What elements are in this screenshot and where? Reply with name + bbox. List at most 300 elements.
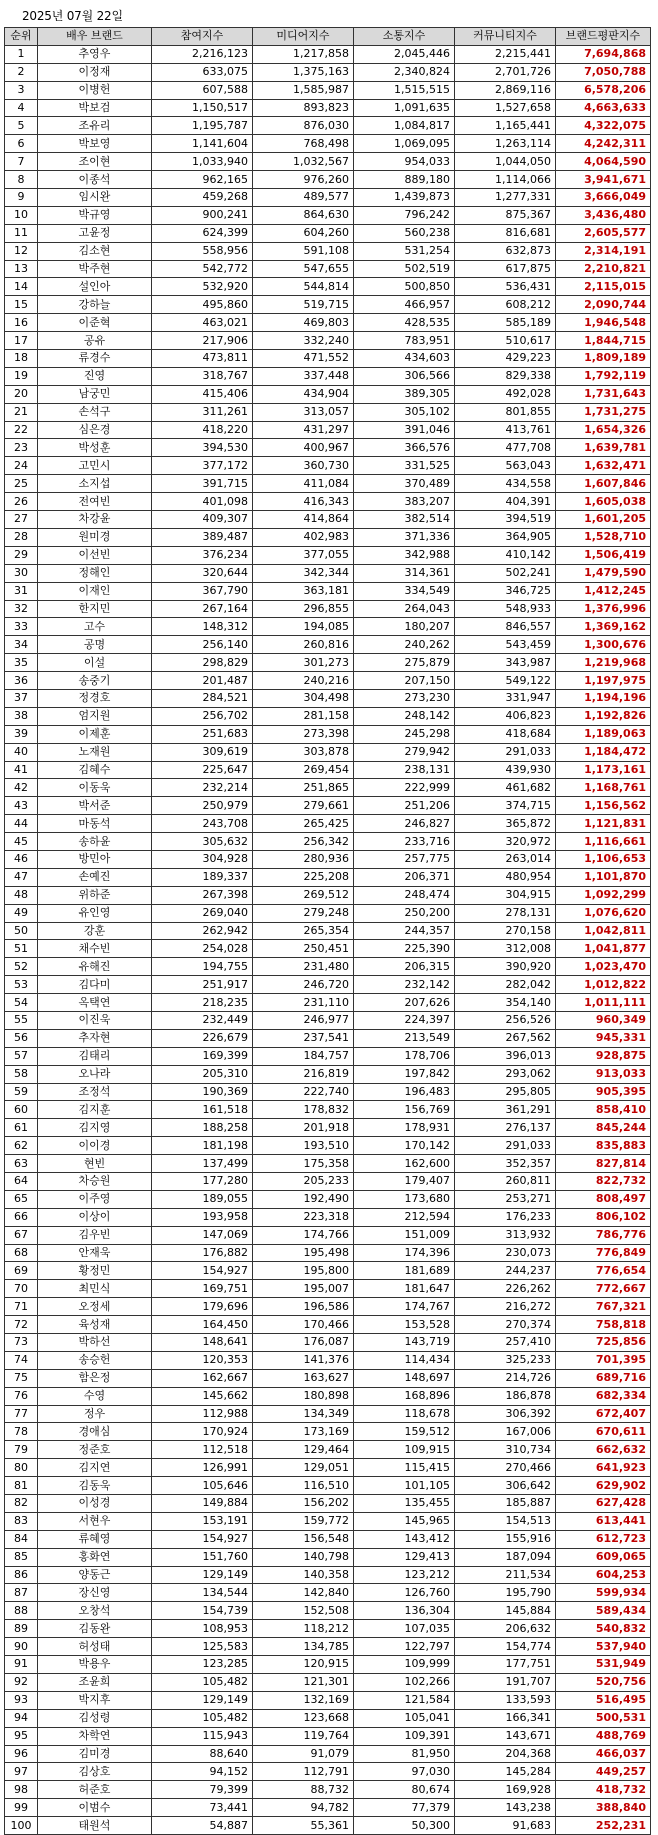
brand-reputation-index-cell: 767,321 [556,1298,651,1316]
table-row [5,976,651,994]
participation-index-cell: 154,927 [152,1262,253,1280]
brand-reputation-index-cell: 662,632 [556,1441,651,1459]
table-row [5,743,651,761]
media-index-cell: 591,108 [253,242,354,260]
media-index-cell: 193,510 [253,1137,354,1155]
table-row [5,725,651,743]
table-row [5,1244,651,1262]
community-index-cell: 406,823 [455,707,556,725]
media-index-cell: 175,358 [253,1155,354,1173]
participation-index-cell: 205,310 [152,1065,253,1083]
media-index-cell: 469,803 [253,314,354,332]
actor-name-cell: 남궁민 [38,385,152,403]
communication-index-cell: 306,566 [354,367,455,385]
communication-index-cell: 162,600 [354,1155,455,1173]
media-index-cell: 360,730 [253,457,354,475]
actor-name-cell: 옥택연 [38,994,152,1012]
table-row [5,475,651,493]
participation-index-cell: 137,499 [152,1155,253,1173]
rank-cell: 14 [5,278,38,296]
community-index-cell: 186,878 [455,1387,556,1405]
table-row [5,1763,651,1781]
media-index-cell: 768,498 [253,135,354,153]
communication-index-cell: 109,999 [354,1656,455,1674]
communication-index-cell: 889,180 [354,171,455,189]
communication-index-cell: 213,549 [354,1029,455,1047]
rank-cell: 42 [5,779,38,797]
brand-reputation-index-cell: 1,369,162 [556,618,651,636]
brand-reputation-index-cell: 599,934 [556,1584,651,1602]
media-index-cell: 1,375,163 [253,63,354,81]
table-row [5,1351,651,1369]
participation-index-cell: 320,644 [152,564,253,582]
media-index-cell: 142,840 [253,1584,354,1602]
brand-reputation-index-cell: 701,395 [556,1351,651,1369]
brand-reputation-index-cell: 2,090,744 [556,296,651,314]
communication-index-cell: 196,483 [354,1083,455,1101]
rank-cell: 51 [5,940,38,958]
participation-index-cell: 148,641 [152,1334,253,1352]
table-row [5,546,651,564]
media-index-cell: 163,627 [253,1369,354,1387]
communication-index-cell: 954,033 [354,153,455,171]
actor-name-cell: 함은정 [38,1369,152,1387]
actor-name-cell: 유인영 [38,904,152,922]
media-index-cell: 116,510 [253,1477,354,1495]
actor-name-cell: 방민아 [38,850,152,868]
media-index-cell: 152,508 [253,1602,354,1620]
community-index-cell: 304,915 [455,886,556,904]
community-index-cell: 291,033 [455,1137,556,1155]
actor-name-cell: 김상호 [38,1763,152,1781]
header-communication-index: 소통지수 [354,28,455,46]
rank-cell: 50 [5,922,38,940]
table-row [5,815,651,833]
community-index-cell: 260,811 [455,1173,556,1191]
actor-name-cell: 조정석 [38,1083,152,1101]
rank-cell: 11 [5,224,38,242]
media-index-cell: 604,260 [253,224,354,242]
table-row [5,1155,651,1173]
community-index-cell: 461,682 [455,779,556,797]
community-index-cell: 313,932 [455,1226,556,1244]
communication-index-cell: 156,769 [354,1101,455,1119]
table-row [5,922,651,940]
table-row [5,63,651,81]
community-index-cell: 354,140 [455,994,556,1012]
brand-reputation-index-cell: 1,106,653 [556,850,651,868]
rank-cell: 8 [5,171,38,189]
table-row [5,1226,651,1244]
media-index-cell: 489,577 [253,189,354,207]
participation-index-cell: 1,033,940 [152,153,253,171]
media-index-cell: 173,169 [253,1423,354,1441]
actor-name-cell: 심은경 [38,421,152,439]
community-index-cell: 816,681 [455,224,556,242]
community-index-cell: 477,708 [455,439,556,457]
media-index-cell: 195,498 [253,1244,354,1262]
report-date: 2025년 07월 22일 [22,9,123,23]
rank-cell: 95 [5,1727,38,1745]
participation-index-cell: 112,988 [152,1405,253,1423]
brand-reputation-index-cell: 827,814 [556,1155,651,1173]
participation-index-cell: 473,811 [152,350,253,368]
table-row [5,833,651,851]
actor-name-cell: 이동욱 [38,779,152,797]
communication-index-cell: 246,827 [354,815,455,833]
media-index-cell: 402,983 [253,528,354,546]
brand-reputation-index-cell: 609,065 [556,1548,651,1566]
rank-cell: 92 [5,1673,38,1691]
community-index-cell: 346,725 [455,582,556,600]
participation-index-cell: 532,920 [152,278,253,296]
media-index-cell: 250,451 [253,940,354,958]
media-index-cell: 129,051 [253,1459,354,1477]
media-index-cell: 194,085 [253,618,354,636]
rank-cell: 84 [5,1530,38,1548]
media-index-cell: 119,764 [253,1727,354,1745]
community-index-cell: 510,617 [455,332,556,350]
community-index-cell: 1,277,331 [455,189,556,207]
brand-reputation-index-cell: 627,428 [556,1495,651,1513]
communication-index-cell: 391,046 [354,421,455,439]
rank-cell: 21 [5,403,38,421]
rank-cell: 73 [5,1334,38,1352]
rank-cell: 100 [5,1817,38,1835]
brand-reputation-index-cell: 6,578,206 [556,81,651,99]
media-index-cell: 279,248 [253,904,354,922]
community-index-cell: 295,805 [455,1083,556,1101]
participation-index-cell: 170,924 [152,1423,253,1441]
communication-index-cell: 123,212 [354,1566,455,1584]
media-index-cell: 544,814 [253,278,354,296]
communication-index-cell: 109,391 [354,1727,455,1745]
communication-index-cell: 383,207 [354,493,455,511]
actor-name-cell: 강훈 [38,922,152,940]
rank-cell: 4 [5,99,38,117]
rank-cell: 74 [5,1351,38,1369]
brand-reputation-index-cell: 604,253 [556,1566,651,1584]
participation-index-cell: 607,588 [152,81,253,99]
rank-cell: 59 [5,1083,38,1101]
brand-reputation-index-cell: 945,331 [556,1029,651,1047]
rank-cell: 26 [5,493,38,511]
community-index-cell: 325,233 [455,1351,556,1369]
actor-name-cell: 이이경 [38,1137,152,1155]
rank-cell: 78 [5,1423,38,1441]
media-index-cell: 273,398 [253,725,354,743]
media-index-cell: 304,498 [253,689,354,707]
table-row [5,1745,651,1763]
actor-name-cell: 고민시 [38,457,152,475]
rank-cell: 65 [5,1190,38,1208]
table-row [5,1799,651,1817]
participation-index-cell: 129,149 [152,1566,253,1584]
community-index-cell: 361,291 [455,1101,556,1119]
brand-reputation-index-cell: 776,654 [556,1262,651,1280]
brand-reputation-index-cell: 1,639,781 [556,439,651,457]
participation-index-cell: 558,956 [152,242,253,260]
actor-name-cell: 노재원 [38,743,152,761]
actor-name-cell: 이진욱 [38,1011,152,1029]
communication-index-cell: 114,434 [354,1351,455,1369]
community-index-cell: 1,114,066 [455,171,556,189]
table-row [5,332,651,350]
communication-index-cell: 180,207 [354,618,455,636]
table-row [5,1602,651,1620]
brand-reputation-index-cell: 806,102 [556,1208,651,1226]
table-row [5,1817,651,1835]
media-index-cell: 156,548 [253,1530,354,1548]
rank-cell: 66 [5,1208,38,1226]
participation-index-cell: 145,662 [152,1387,253,1405]
actor-name-cell: 양동근 [38,1566,152,1584]
actor-name-cell: 유해진 [38,958,152,976]
participation-index-cell: 1,141,604 [152,135,253,153]
actor-name-cell: 황정민 [38,1262,152,1280]
communication-index-cell: 245,298 [354,725,455,743]
communication-index-cell: 118,678 [354,1405,455,1423]
community-index-cell: 270,158 [455,922,556,940]
rank-cell: 40 [5,743,38,761]
brand-reputation-index-cell: 1,192,826 [556,707,651,725]
communication-index-cell: 207,150 [354,672,455,690]
rank-cell: 29 [5,546,38,564]
participation-index-cell: 94,152 [152,1763,253,1781]
media-index-cell: 223,318 [253,1208,354,1226]
community-index-cell: 185,887 [455,1495,556,1513]
rank-cell: 28 [5,528,38,546]
actor-name-cell: 육성재 [38,1316,152,1334]
rank-cell: 6 [5,135,38,153]
media-index-cell: 141,376 [253,1351,354,1369]
table-row [5,439,651,457]
brand-reputation-index-cell: 418,732 [556,1781,651,1799]
brand-reputation-index-cell: 589,434 [556,1602,651,1620]
community-index-cell: 143,671 [455,1727,556,1745]
communication-index-cell: 783,951 [354,332,455,350]
media-index-cell: 296,855 [253,600,354,618]
actor-name-cell: 송중기 [38,672,152,690]
community-index-cell: 169,928 [455,1781,556,1799]
brand-reputation-index-cell: 1,792,119 [556,367,651,385]
rank-cell: 5 [5,117,38,135]
communication-index-cell: 371,336 [354,528,455,546]
table-row [5,636,651,654]
actor-name-cell: 조윤희 [38,1673,152,1691]
brand-reputation-index-cell: 1,601,205 [556,511,651,529]
community-index-cell: 502,241 [455,564,556,582]
table-row [5,1566,651,1584]
actor-name-cell: 허성태 [38,1638,152,1656]
communication-index-cell: 264,043 [354,600,455,618]
brand-reputation-index-cell: 4,322,075 [556,117,651,135]
communication-index-cell: 170,142 [354,1137,455,1155]
community-index-cell: 1,527,658 [455,99,556,117]
brand-reputation-index-cell: 449,257 [556,1763,651,1781]
actor-name-cell: 김동완 [38,1620,152,1638]
brand-reputation-index-cell: 1,731,643 [556,385,651,403]
actor-name-cell: 김지연 [38,1459,152,1477]
table-row [5,1638,651,1656]
community-index-cell: 1,044,050 [455,153,556,171]
communication-index-cell: 248,142 [354,707,455,725]
media-index-cell: 118,212 [253,1620,354,1638]
actor-name-cell: 현빈 [38,1155,152,1173]
communication-index-cell: 500,850 [354,278,455,296]
actor-name-cell: 공명 [38,636,152,654]
community-index-cell: 91,683 [455,1817,556,1835]
actor-name-cell: 소지섭 [38,475,152,493]
rank-cell: 1 [5,45,38,63]
rank-cell: 33 [5,618,38,636]
table-row [5,1709,651,1727]
community-index-cell: 154,774 [455,1638,556,1656]
actor-name-cell: 김다미 [38,976,152,994]
community-index-cell: 256,526 [455,1011,556,1029]
communication-index-cell: 238,131 [354,761,455,779]
participation-index-cell: 108,953 [152,1620,253,1638]
brand-reputation-index-cell: 725,856 [556,1334,651,1352]
media-index-cell: 174,766 [253,1226,354,1244]
rank-cell: 56 [5,1029,38,1047]
rank-cell: 98 [5,1781,38,1799]
table-row [5,1262,651,1280]
actor-name-cell: 오정세 [38,1298,152,1316]
table-row [5,1137,651,1155]
community-index-cell: 846,557 [455,618,556,636]
actor-name-cell: 이준혁 [38,314,152,332]
community-index-cell: 632,873 [455,242,556,260]
actor-name-cell: 김동욱 [38,1477,152,1495]
media-index-cell: 256,342 [253,833,354,851]
communication-index-cell: 178,931 [354,1119,455,1137]
brand-reputation-index-cell: 1,809,189 [556,350,651,368]
communication-index-cell: 331,525 [354,457,455,475]
rank-cell: 46 [5,850,38,868]
rank-cell: 49 [5,904,38,922]
community-index-cell: 177,751 [455,1656,556,1674]
participation-index-cell: 318,767 [152,367,253,385]
communication-index-cell: 273,230 [354,689,455,707]
participation-index-cell: 367,790 [152,582,253,600]
actor-name-cell: 김혜수 [38,761,152,779]
media-index-cell: 180,898 [253,1387,354,1405]
participation-index-cell: 256,702 [152,707,253,725]
media-index-cell: 269,454 [253,761,354,779]
actor-name-cell: 박서준 [38,797,152,815]
rank-cell: 67 [5,1226,38,1244]
table-row [5,1673,651,1691]
actor-name-cell: 정우 [38,1405,152,1423]
table-row [5,403,651,421]
actor-name-cell: 허준호 [38,1781,152,1799]
communication-index-cell: 173,680 [354,1190,455,1208]
actor-name-cell: 박보영 [38,135,152,153]
actor-name-cell: 최민식 [38,1280,152,1298]
media-index-cell: 205,233 [253,1173,354,1191]
brand-reputation-index-cell: 641,923 [556,1459,651,1477]
communication-index-cell: 135,455 [354,1495,455,1513]
actor-name-cell: 전여빈 [38,493,152,511]
table-row [5,367,651,385]
community-index-cell: 143,238 [455,1799,556,1817]
actor-name-cell: 차승원 [38,1173,152,1191]
community-index-cell: 331,947 [455,689,556,707]
media-index-cell: 246,977 [253,1011,354,1029]
table-row [5,1405,651,1423]
actor-name-cell: 박보검 [38,99,152,117]
community-index-cell: 829,338 [455,367,556,385]
community-index-cell: 187,094 [455,1548,556,1566]
participation-index-cell: 129,149 [152,1691,253,1709]
media-index-cell: 416,343 [253,493,354,511]
media-index-cell: 279,661 [253,797,354,815]
communication-index-cell: 382,514 [354,511,455,529]
brand-reputation-index-cell: 960,349 [556,1011,651,1029]
participation-index-cell: 112,518 [152,1441,253,1459]
table-row [5,868,651,886]
rank-cell: 47 [5,868,38,886]
communication-index-cell: 224,397 [354,1011,455,1029]
brand-reputation-index-cell: 531,949 [556,1656,651,1674]
rank-cell: 76 [5,1387,38,1405]
rank-cell: 70 [5,1280,38,1298]
media-index-cell: 94,782 [253,1799,354,1817]
table-row [5,940,651,958]
brand-reputation-index-cell: 540,832 [556,1620,651,1638]
community-index-cell: 617,875 [455,260,556,278]
table-row [5,278,651,296]
community-index-cell: 145,284 [455,1763,556,1781]
brand-reputation-index-cell: 1,376,996 [556,600,651,618]
communication-index-cell: 1,091,635 [354,99,455,117]
community-index-cell: 263,014 [455,850,556,868]
media-index-cell: 170,466 [253,1316,354,1334]
table-row [5,171,651,189]
rank-cell: 75 [5,1369,38,1387]
actor-name-cell: 설인아 [38,278,152,296]
actor-name-cell: 박주현 [38,260,152,278]
brand-reputation-index-cell: 1,412,245 [556,582,651,600]
community-index-cell: 278,131 [455,904,556,922]
participation-index-cell: 226,679 [152,1029,253,1047]
brand-reputation-index-cell: 1,041,877 [556,940,651,958]
participation-index-cell: 251,917 [152,976,253,994]
rank-cell: 39 [5,725,38,743]
brand-reputation-index-cell: 1,076,620 [556,904,651,922]
participation-index-cell: 377,172 [152,457,253,475]
actor-name-cell: 김태리 [38,1047,152,1065]
actor-name-cell: 조유리 [38,117,152,135]
community-index-cell: 492,028 [455,385,556,403]
communication-index-cell: 207,626 [354,994,455,1012]
community-index-cell: 439,930 [455,761,556,779]
community-index-cell: 536,431 [455,278,556,296]
brand-reputation-index-cell: 682,334 [556,1387,651,1405]
participation-index-cell: 394,530 [152,439,253,457]
table-row [5,1781,651,1799]
rank-cell: 91 [5,1656,38,1674]
rank-cell: 18 [5,350,38,368]
media-index-cell: 363,181 [253,582,354,600]
brand-reputation-index-cell: 1,168,761 [556,779,651,797]
rank-cell: 37 [5,689,38,707]
actor-name-cell: 진영 [38,367,152,385]
media-index-cell: 332,240 [253,332,354,350]
media-index-cell: 134,349 [253,1405,354,1423]
community-index-cell: 429,223 [455,350,556,368]
